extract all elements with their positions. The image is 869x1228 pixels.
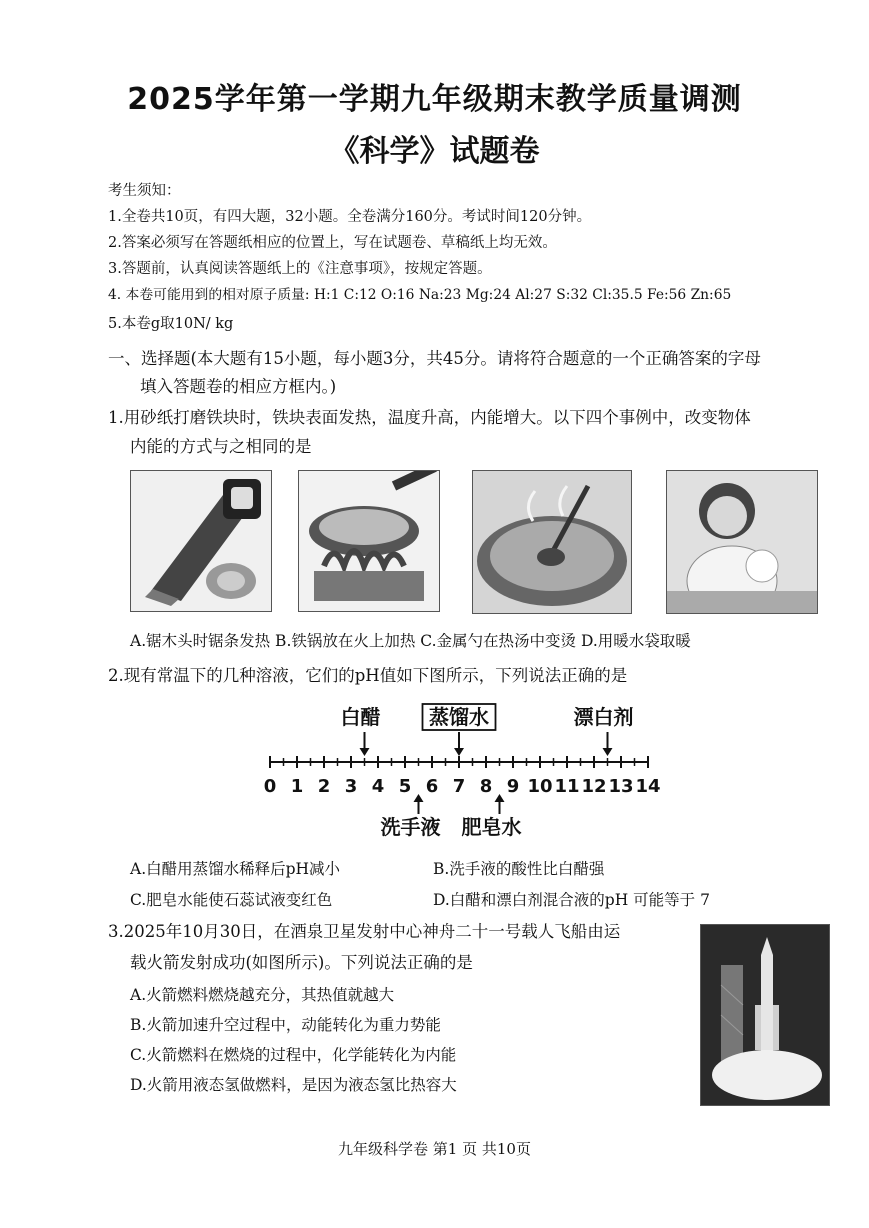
- ph-label-above: 漂白剂: [573, 705, 634, 729]
- ph-arrow-head: [603, 748, 613, 756]
- ph-arrow-head: [495, 794, 505, 802]
- q1-stem-line1: 1.用砂纸打磨铁块时，铁块表面发热，温度升高，内能增大。以下四个事例中，改变物体: [108, 408, 751, 427]
- q3-stem-line1: 3.2025年10月30日，在酒泉卫星发射中心神舟二十一号载人飞船由运: [108, 922, 621, 941]
- rocket-launch-image: [700, 924, 830, 1106]
- q2-option-b: B.洗手液的酸性比白醋强: [433, 860, 605, 878]
- notice-item: 3.答题前，认真阅读答题纸上的《注意事项》，按规定答题。: [108, 261, 492, 277]
- wok-over-fire-image: [298, 470, 440, 612]
- q2-option-c: C.肥皂水能使石蕊试液变红色: [130, 891, 333, 909]
- ph-tick-label: 7: [452, 776, 466, 797]
- q2-option-a: A.白醋用蒸馏水稀释后pH减小: [130, 860, 341, 878]
- page-footer: 九年级科学卷 第1 页 共10页: [338, 1140, 531, 1158]
- spoon-in-hot-soup-image: [472, 470, 632, 614]
- ph-tick-label: 6: [425, 776, 439, 797]
- q1-options: A.锯木头时锯条发热 B.铁锅放在火上加热 C.金属勺在热汤中变烫 D.用暖水袋取暖: [130, 632, 691, 650]
- q2-stem: 2.现有常温下的几种溶液，它们的pH值如下图所示，下列说法正确的是: [108, 666, 628, 685]
- ph-tick-label: 4: [371, 776, 385, 797]
- notice-item: 1.全卷共10页，有四大题，32小题。全卷满分160分。考试时间120分钟。: [108, 209, 592, 225]
- ph-arrow-head: [414, 794, 424, 802]
- q1-stem-line2: 内能的方式与之相同的是: [130, 437, 312, 456]
- ph-tick-label: 12: [581, 776, 607, 797]
- notice-heading: 考生须知：: [108, 183, 181, 199]
- ph-tick-label: 1: [290, 776, 304, 797]
- ph-tick-label: 9: [506, 776, 520, 797]
- ph-tick-label: 14: [635, 776, 661, 797]
- exam-subtitle: 《科学》试题卷: [329, 134, 540, 169]
- saw-cutting-wood-image: [130, 470, 272, 612]
- ph-scale-diagram: [250, 700, 680, 840]
- q2-option-d: D.白醋和漂白剂混合液的pH 可能等于 7: [433, 891, 710, 909]
- ph-tick-label: 0: [263, 776, 277, 797]
- section-heading-line2: 填入答题卷的相应方框内。): [140, 377, 337, 396]
- ph-label-above: 蒸馏水: [429, 705, 489, 729]
- ph-tick-label: 11: [554, 776, 580, 797]
- ph-label-above: 白醋: [340, 705, 381, 729]
- ph-tick-label: 8: [479, 776, 493, 797]
- ph-arrow-head: [360, 748, 370, 756]
- ph-tick-label: 13: [608, 776, 634, 797]
- exam-title: 2025学年第一学期九年级期末教学质量调测: [127, 82, 742, 117]
- q3-option-c: C.火箭燃料在燃烧的过程中，化学能转化为内能: [130, 1046, 457, 1064]
- q3-option-d: D.火箭用液态氢做燃料，是因为液态氢比热容大: [130, 1076, 457, 1094]
- ph-tick-label: 2: [317, 776, 331, 797]
- ph-tick-label: 10: [527, 776, 553, 797]
- ph-tick-label: 3: [344, 776, 358, 797]
- notice-item: 5.本卷g取10N/ kg: [108, 316, 234, 332]
- notice-item: 4. 本卷可能用到的相对原子质量: H:1 C:12 O:16 Na:23 Mg:24 Al:27 S:32 Cl:35.5 Fe:56 Zn:65: [108, 287, 732, 303]
- section-heading-line1: 一、选择题(本大题有15小题，每小题3分，共45分。请将符合题意的一个正确答案的字母: [108, 349, 761, 368]
- q3-option-a: A.火箭燃料燃烧越充分，其热值就越大: [130, 986, 395, 1004]
- girl-with-hot-water-bag-image: [666, 470, 818, 614]
- notice-item: 2.答案必须写在答题纸相应的位置上，写在试题卷、草稿纸上均无效。: [108, 235, 557, 251]
- ph-tick-label: 5: [398, 776, 412, 797]
- ph-label-below: 洗手液: [380, 815, 441, 839]
- q3-option-b: B.火箭加速升空过程中，动能转化为重力势能: [130, 1016, 441, 1034]
- ph-arrow-head: [454, 748, 464, 756]
- ph-label-below: 肥皂水: [461, 815, 522, 839]
- q3-stem-line2: 载火箭发射成功(如图所示)。下列说法正确的是: [130, 953, 473, 972]
